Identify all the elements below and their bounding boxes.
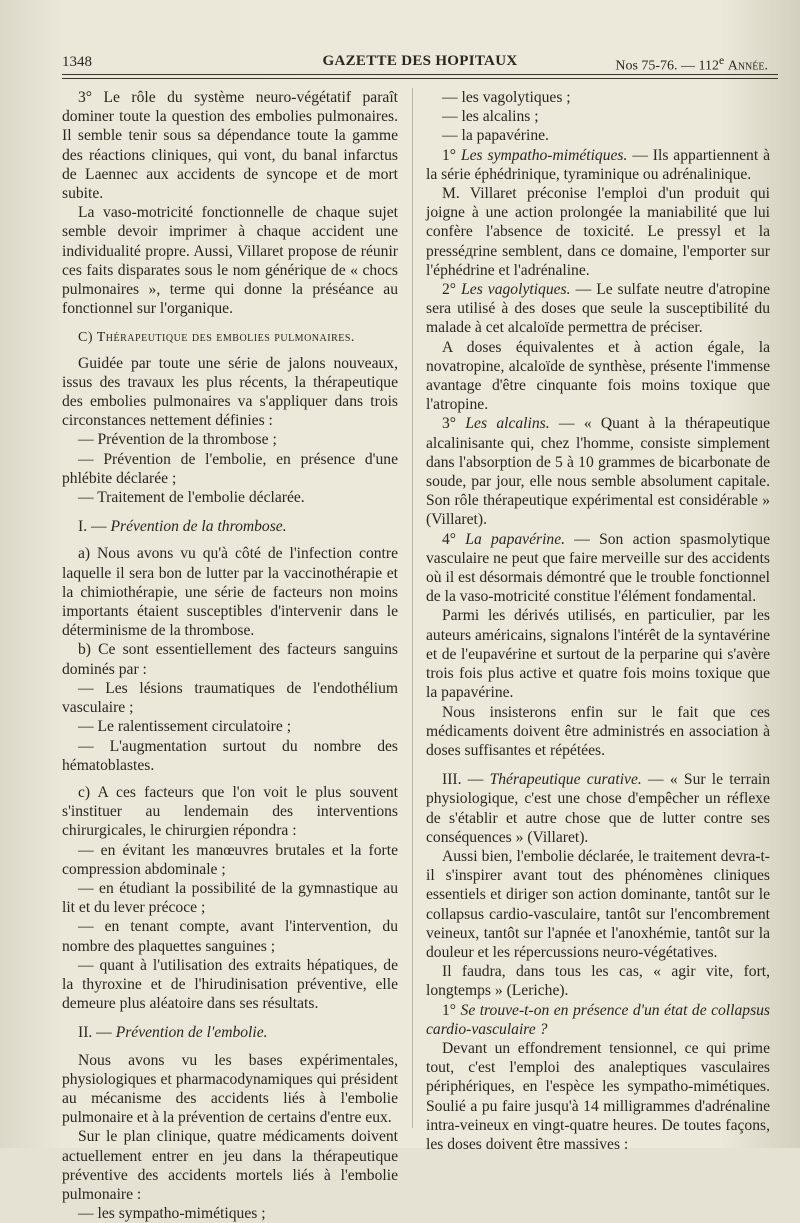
paragraph: Nous avons vu les bases expérimentales, physiologiques et pharmacodynamiques qui président au mécanisme des accidents liés à l'embolie pulmonaire et à la prévention de certains d'entre eux. xyxy=(62,1051,398,1127)
paragraph: Il faudra, dans tous les cas, « agir vite, fort, longtemps » (Leriche). xyxy=(426,963,770,1000)
list-item: — les alcalins ; xyxy=(442,108,539,126)
section-heading: C) Thérapeutique des embolies pulmonaires. xyxy=(78,330,355,346)
issue-info: Nos 75-76. — 112e Année. xyxy=(615,54,768,74)
list-item: — la papavérine. xyxy=(442,127,549,145)
paragraph: La vaso-motricité fonctionnelle de chaque sujet semble devoir imprimer à chaque accident une individualité propre. Aussi, Villaret propose de réunir ces faits disparates sous le nom générique de « chocs pulmonaires », terme qui donne la préséance au fonctionnel sur l'organique. xyxy=(62,204,398,318)
left-column xyxy=(62,88,398,1223)
paragraph: A doses équivalentes et à action égale, la novatropine, alcaloïde de synthèse, présente l'immense avantage d'être cinquante fois moins toxique que l'atropine. xyxy=(426,338,770,414)
paragraph: 3° Les alcalins. — « Quant à la thérapeutique alcalinisante qui, chez l'homme, consiste simplement dans l'absorption de 5 à 10 grammes de bicarbonate de soude, par jour, elle nous semble absolument capitale. Son rôle thérapeutique expérimental est considérable » (Villaret). xyxy=(426,415,770,529)
paragraph: M. Villaret préconise l'emploi d'un produit qui joigne à une action prolongée la maniabilité que lui confère l'absence de toxicité. Le pressyl et la presséдrine semblent, dans ce domaine, l'emporter sur l'éphédrine et l'adrénaline. xyxy=(426,185,770,279)
list-item: — en évitant les manœuvres brutales et la forte compression abdominale ; xyxy=(62,841,398,878)
paragraph: 1° Se trouve-t-on en présence d'un état de collapsus cardio-vasculaire ? xyxy=(426,1001,770,1038)
list-item: — les vagolytiques ; xyxy=(442,89,571,106)
paragraph: Aussi bien, l'embolie déclarée, le traitement devra-t-il s'inspirer avant tout des phénomènes cliniques essentiels et diriger son action dominante, tantôt sur le collapsus cardio-vasculaire, tantôt sur l'encombrement veineux, tantôt sur l'apnée et l'anoxhémie, tantôt sur la douleur et les répercussions neuro-végétatives. xyxy=(426,847,770,961)
paragraph: 3° Le rôle du système neuro-végétatif paraît dominer toute la question des embolies pulmonaires. Il semble tenir sous sa dépendance toute la gamme des réactions cliniques, qui vont, du banal infarctus de Laennec aux accidents de syncope et de mort subite. xyxy=(62,89,398,203)
right-column xyxy=(426,88,770,1154)
list-item: — L'augmentation surtout du nombre des hématoblastes. xyxy=(62,737,398,774)
list-item: — Traitement de l'embolie déclarée. xyxy=(78,489,305,507)
running-header xyxy=(62,52,778,74)
list-item: — quant à l'utilisation des extraits hépatiques, de la thyroxine et de l'hirudinisation préventive, elle demeure plus aléatoire dans ses résultats. xyxy=(62,956,398,1013)
paragraph: Parmi les dérivés utilisés, en particulier, par les auteurs américains, signalons l'intérêt de la syntavérine et de l'eupavérine et surtout de la perparine qui s'avère trois fois plus active et quatre fois moins toxique que la papavérine. xyxy=(426,607,770,702)
paragraph: b) Ce sont essentiellement des facteurs sanguins dominés par : xyxy=(62,641,398,678)
paragraph: Nous insisterons enfin sur le fait que ces médicaments doivent être administrés en association à doses suffisantes et répétées. xyxy=(426,703,770,759)
paragraph: Devant un effondrement tensionnel, ce qui prime tout, c'est l'emploi des analeptiques vasculaires périphériques, en l'espèce les sympatho-mimétiques. Soulié a pu faire jusqu'à 14 milligrammes d'adrénaline intra-veineux en vingt-quatre heures. De toutes façons, les doses doivent être massives : xyxy=(426,1039,770,1153)
list-item: — les sympatho-mimétiques ; xyxy=(78,1205,266,1223)
journal-title: GAZETTE DES HOPITAUX xyxy=(322,53,518,69)
subsection-heading: III. — Thérapeutique curative. — « Sur le terrain physiologique, c'est une chose d'empêcher un réflexe de s'établir et autre chose que de lutter contre ses conséquences » (Villaret). xyxy=(426,771,770,846)
list-item: — Prévention de l'embolie, en présence d'une phlébite déclarée ; xyxy=(62,450,398,487)
paragraph: a) Nous avons vu qu'à côté de l'infection contre laquelle il sera bon de lutter par la vaccinothérapie et la chimiothérapie, une série de facteurs non moins importants étaient susceptibles d'intervenir dans le déterminisme de la thrombose. xyxy=(62,545,398,640)
paragraph: 2° Les vagolytiques. — Le sulfate neutre d'atropine sera utilisé à des doses que seule la susceptibilité du malade à cet alcaloïde permettra de préciser. xyxy=(426,281,770,337)
list-item: — Le ralentissement circulatoire ; xyxy=(78,718,292,736)
header-rule xyxy=(62,74,778,75)
list-item: — en étudiant la possibilité de la gymnastique au lit et du lever précoce ; xyxy=(62,879,398,917)
paragraph: c) A ces facteurs que l'on voit le plus souvent s'instituer au lendemain des interventions chirurgicales, le chirurgien répondra : xyxy=(62,783,398,840)
paragraph: Guidée par toute une série de jalons nouveaux, issus des travaux les plus récents, la thérapeutique des embolies pulmonaires va s'appliquer dans trois circonstances nettement définies : xyxy=(62,354,398,430)
paragraph: Sur le plan clinique, quatre médicaments doivent actuellement entrer en jeu dans la thérapeutique préventive des accidents mortels liés à l'embolie pulmonaire : xyxy=(62,1128,398,1203)
list-item: — Les lésions traumatiques de l'endothélium vasculaire ; xyxy=(62,679,398,717)
subsection-heading: I. — Prévention de la thrombose. xyxy=(78,518,287,536)
list-item: — Prévention de la thrombose ; xyxy=(78,431,277,449)
subsection-heading: II. — Prévention de l'embolie. xyxy=(78,1024,268,1042)
paragraph: 4° La papavérine. — Son action spasmolytique vasculaire ne peut que faire merveille sur des accidents où il est désormais démontré que le trouble fonctionnel de la vaso-motricité constitue l'élément fondamental. xyxy=(426,530,770,606)
page-number: 1348 xyxy=(62,54,92,70)
list-item: — en tenant compte, avant l'intervention, du nombre des plaquettes sanguines ; xyxy=(62,918,398,955)
paragraph: 1° Les sympatho-mimétiques. — Ils appartiennent à la série éphédrinique, tyraminique ou adrénalinique. xyxy=(426,146,770,183)
header-rule-thin xyxy=(62,78,778,79)
column-divider xyxy=(412,88,413,1128)
